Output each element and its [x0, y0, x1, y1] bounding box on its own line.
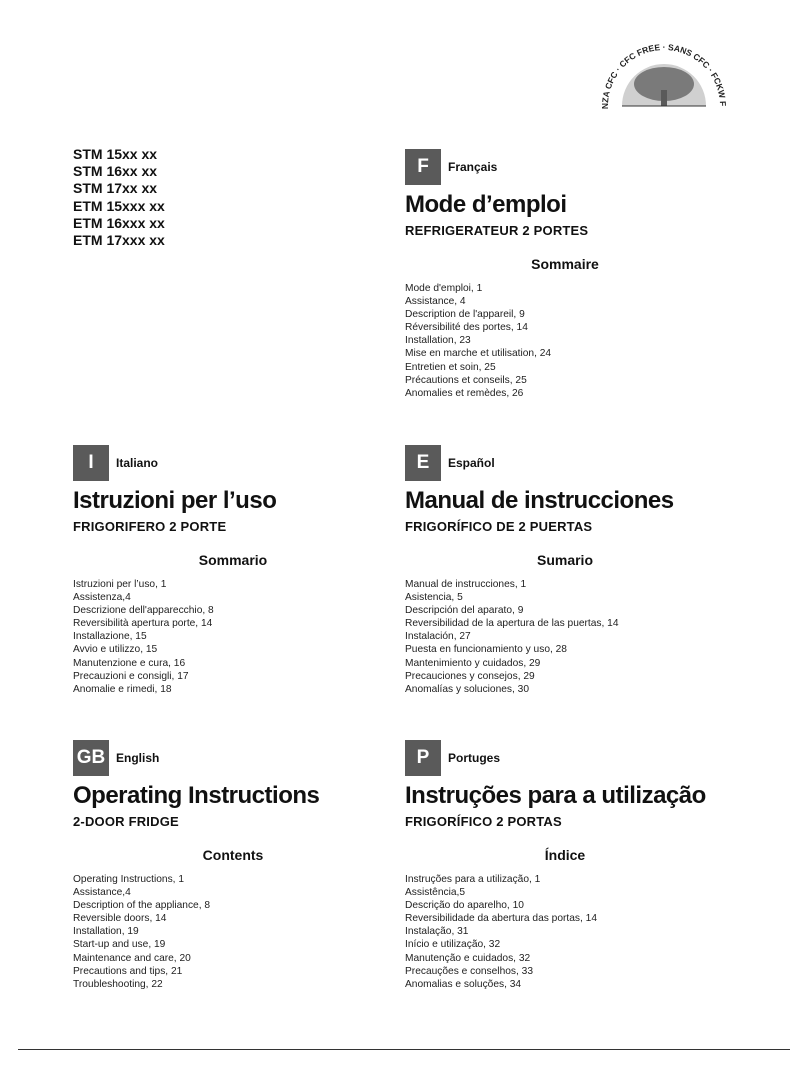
- footer-divider: [18, 1049, 790, 1050]
- language-name: Français: [448, 160, 498, 174]
- emblem-text: NZA CFC · CFC FREE · SANS CFC · FCK: [599, 41, 726, 110]
- toc-item: Reversibilidade da abertura das portas, 14: [405, 913, 597, 925]
- toc-heading: Sommaire: [531, 256, 599, 272]
- product-subtitle: 2-DOOR FRIDGE: [73, 814, 179, 829]
- toc-item: Assistance, 4: [405, 296, 466, 308]
- toc-item: Reversibilidad de la apertura de las puertas, 14: [405, 618, 619, 630]
- language-header: [73, 740, 393, 776]
- language-header: [405, 149, 725, 185]
- language-code-badge: GB: [73, 740, 109, 776]
- manual-title: Operating Instructions: [73, 782, 320, 809]
- language-name: Italiano: [116, 456, 159, 470]
- toc-item: Precauciones y consejos, 29: [405, 670, 535, 682]
- toc-item: Description of the appliance, 8: [73, 900, 211, 912]
- model-item: STM 17xx xx: [73, 180, 158, 197]
- toc-item: Installazione, 15: [73, 631, 147, 643]
- toc-item: Description de l'appareil, 9: [405, 309, 525, 321]
- language-code-badge: P: [405, 740, 441, 776]
- toc-item: Asistencia, 5: [405, 592, 463, 604]
- toc-heading: Contents: [202, 847, 264, 863]
- toc-list: [405, 282, 725, 400]
- language-name: Portuges: [448, 751, 501, 765]
- toc-item: Installation, 19: [73, 926, 139, 938]
- toc-item: Réversibilité des portes, 14: [405, 322, 528, 334]
- toc-item: Avvio e utilizzo, 15: [73, 644, 158, 656]
- model-item: STM 15xx xx: [73, 146, 158, 162]
- toc-item: Operating Instructions, 1: [73, 874, 184, 885]
- model-item: STM 16xx xx: [73, 163, 158, 180]
- toc-item: Instruções para a utilização, 1: [405, 874, 541, 885]
- toc-list: [405, 873, 725, 991]
- language-header: [405, 445, 725, 481]
- toc-item: Manutenção e cuidados, 32: [405, 952, 531, 964]
- language-name: Español: [448, 456, 495, 470]
- manual-title: Manual de instrucciones: [405, 487, 674, 514]
- toc-item: Troubleshooting, 22: [73, 978, 163, 990]
- toc-item: Descripción del aparato, 9: [405, 605, 524, 617]
- toc-item: Mode d'emploi, 1: [405, 283, 483, 294]
- cfc-free-emblem: [598, 40, 726, 112]
- toc-list: [405, 578, 725, 696]
- toc-heading: Sommario: [198, 552, 268, 568]
- language-code-badge: I: [73, 445, 109, 481]
- product-subtitle: REFRIGERATEUR 2 PORTES: [405, 223, 589, 238]
- section-francais: [405, 149, 725, 400]
- toc-item: Descrição do aparelho, 10: [405, 900, 524, 912]
- toc-item: Assistenza,4: [73, 592, 131, 604]
- toc-item: Entretien et soin, 25: [405, 361, 496, 373]
- product-subtitle: FRIGORÍFICO DE 2 PUERTAS: [405, 519, 593, 534]
- language-code-badge: E: [405, 445, 441, 481]
- toc-list: [73, 578, 393, 696]
- toc-item: Precauzioni e consigli, 17: [73, 670, 189, 682]
- toc-item: Mise en marche et utilisation, 24: [405, 348, 552, 360]
- section-espanol: [405, 445, 725, 696]
- model-item: ETM 16xxx xx: [73, 214, 165, 231]
- toc-item: Precautions and tips, 21: [73, 965, 183, 977]
- model-list: [73, 146, 165, 249]
- toc-item: Anomalie e rimedi, 18: [73, 683, 172, 695]
- model-item: ETM 17xxx xx: [73, 232, 165, 249]
- toc-item: Maintenance and care, 20: [73, 952, 191, 964]
- language-name: English: [116, 751, 160, 765]
- toc-item: Anomalies et remèdes, 26: [405, 387, 524, 399]
- toc-item: Anomalias e soluções, 34: [405, 978, 522, 990]
- toc-item: Installation, 23: [405, 335, 471, 347]
- toc-item: Precauções e conselhos, 33: [405, 965, 533, 977]
- product-subtitle: FRIGORÍFICO 2 PORTAS: [405, 814, 562, 829]
- toc-item: Reversibilità apertura porte, 14: [73, 618, 213, 630]
- toc-item: Reversible doors, 14: [73, 913, 167, 925]
- toc-item: Instalação, 31: [405, 926, 469, 938]
- toc-heading: Sumario: [536, 552, 593, 568]
- toc-list: [73, 873, 393, 991]
- toc-item: Início e utilização, 32: [405, 939, 501, 951]
- toc-item: Précautions et conseils, 25: [405, 374, 527, 386]
- language-header: [405, 740, 725, 776]
- toc-item: Assistência,5: [405, 887, 466, 899]
- manual-title: Mode d’emploi: [405, 191, 567, 218]
- toc-item: Assistance,4: [73, 887, 131, 899]
- section-english: [73, 740, 393, 991]
- toc-item: Descrizione dell'apparecchio, 8: [73, 605, 214, 617]
- section-portugues: [405, 740, 725, 991]
- toc-item: Manutenzione e cura, 16: [73, 657, 186, 669]
- toc-heading: Índice: [544, 847, 586, 863]
- toc-item: Anomalías y soluciones, 30: [405, 683, 530, 695]
- toc-item: Manual de instrucciones, 1: [405, 579, 527, 590]
- language-code-badge: F: [405, 149, 441, 185]
- toc-item: Start-up and use, 19: [73, 939, 166, 951]
- language-header: [73, 445, 393, 481]
- toc-item: Mantenimiento y cuidados, 29: [405, 657, 541, 669]
- toc-item: Instalación, 27: [405, 631, 471, 643]
- model-item: ETM 15xxx xx: [73, 197, 165, 214]
- toc-item: Puesta en funcionamiento y uso, 28: [405, 644, 567, 656]
- manual-title: Instruções para a utilização: [405, 782, 706, 809]
- section-italiano: [73, 445, 393, 696]
- product-subtitle: FRIGORIFERO 2 PORTE: [73, 519, 227, 534]
- toc-item: Istruzioni per l’uso, 1: [73, 579, 167, 590]
- manual-title: Istruzioni per l’uso: [73, 487, 277, 514]
